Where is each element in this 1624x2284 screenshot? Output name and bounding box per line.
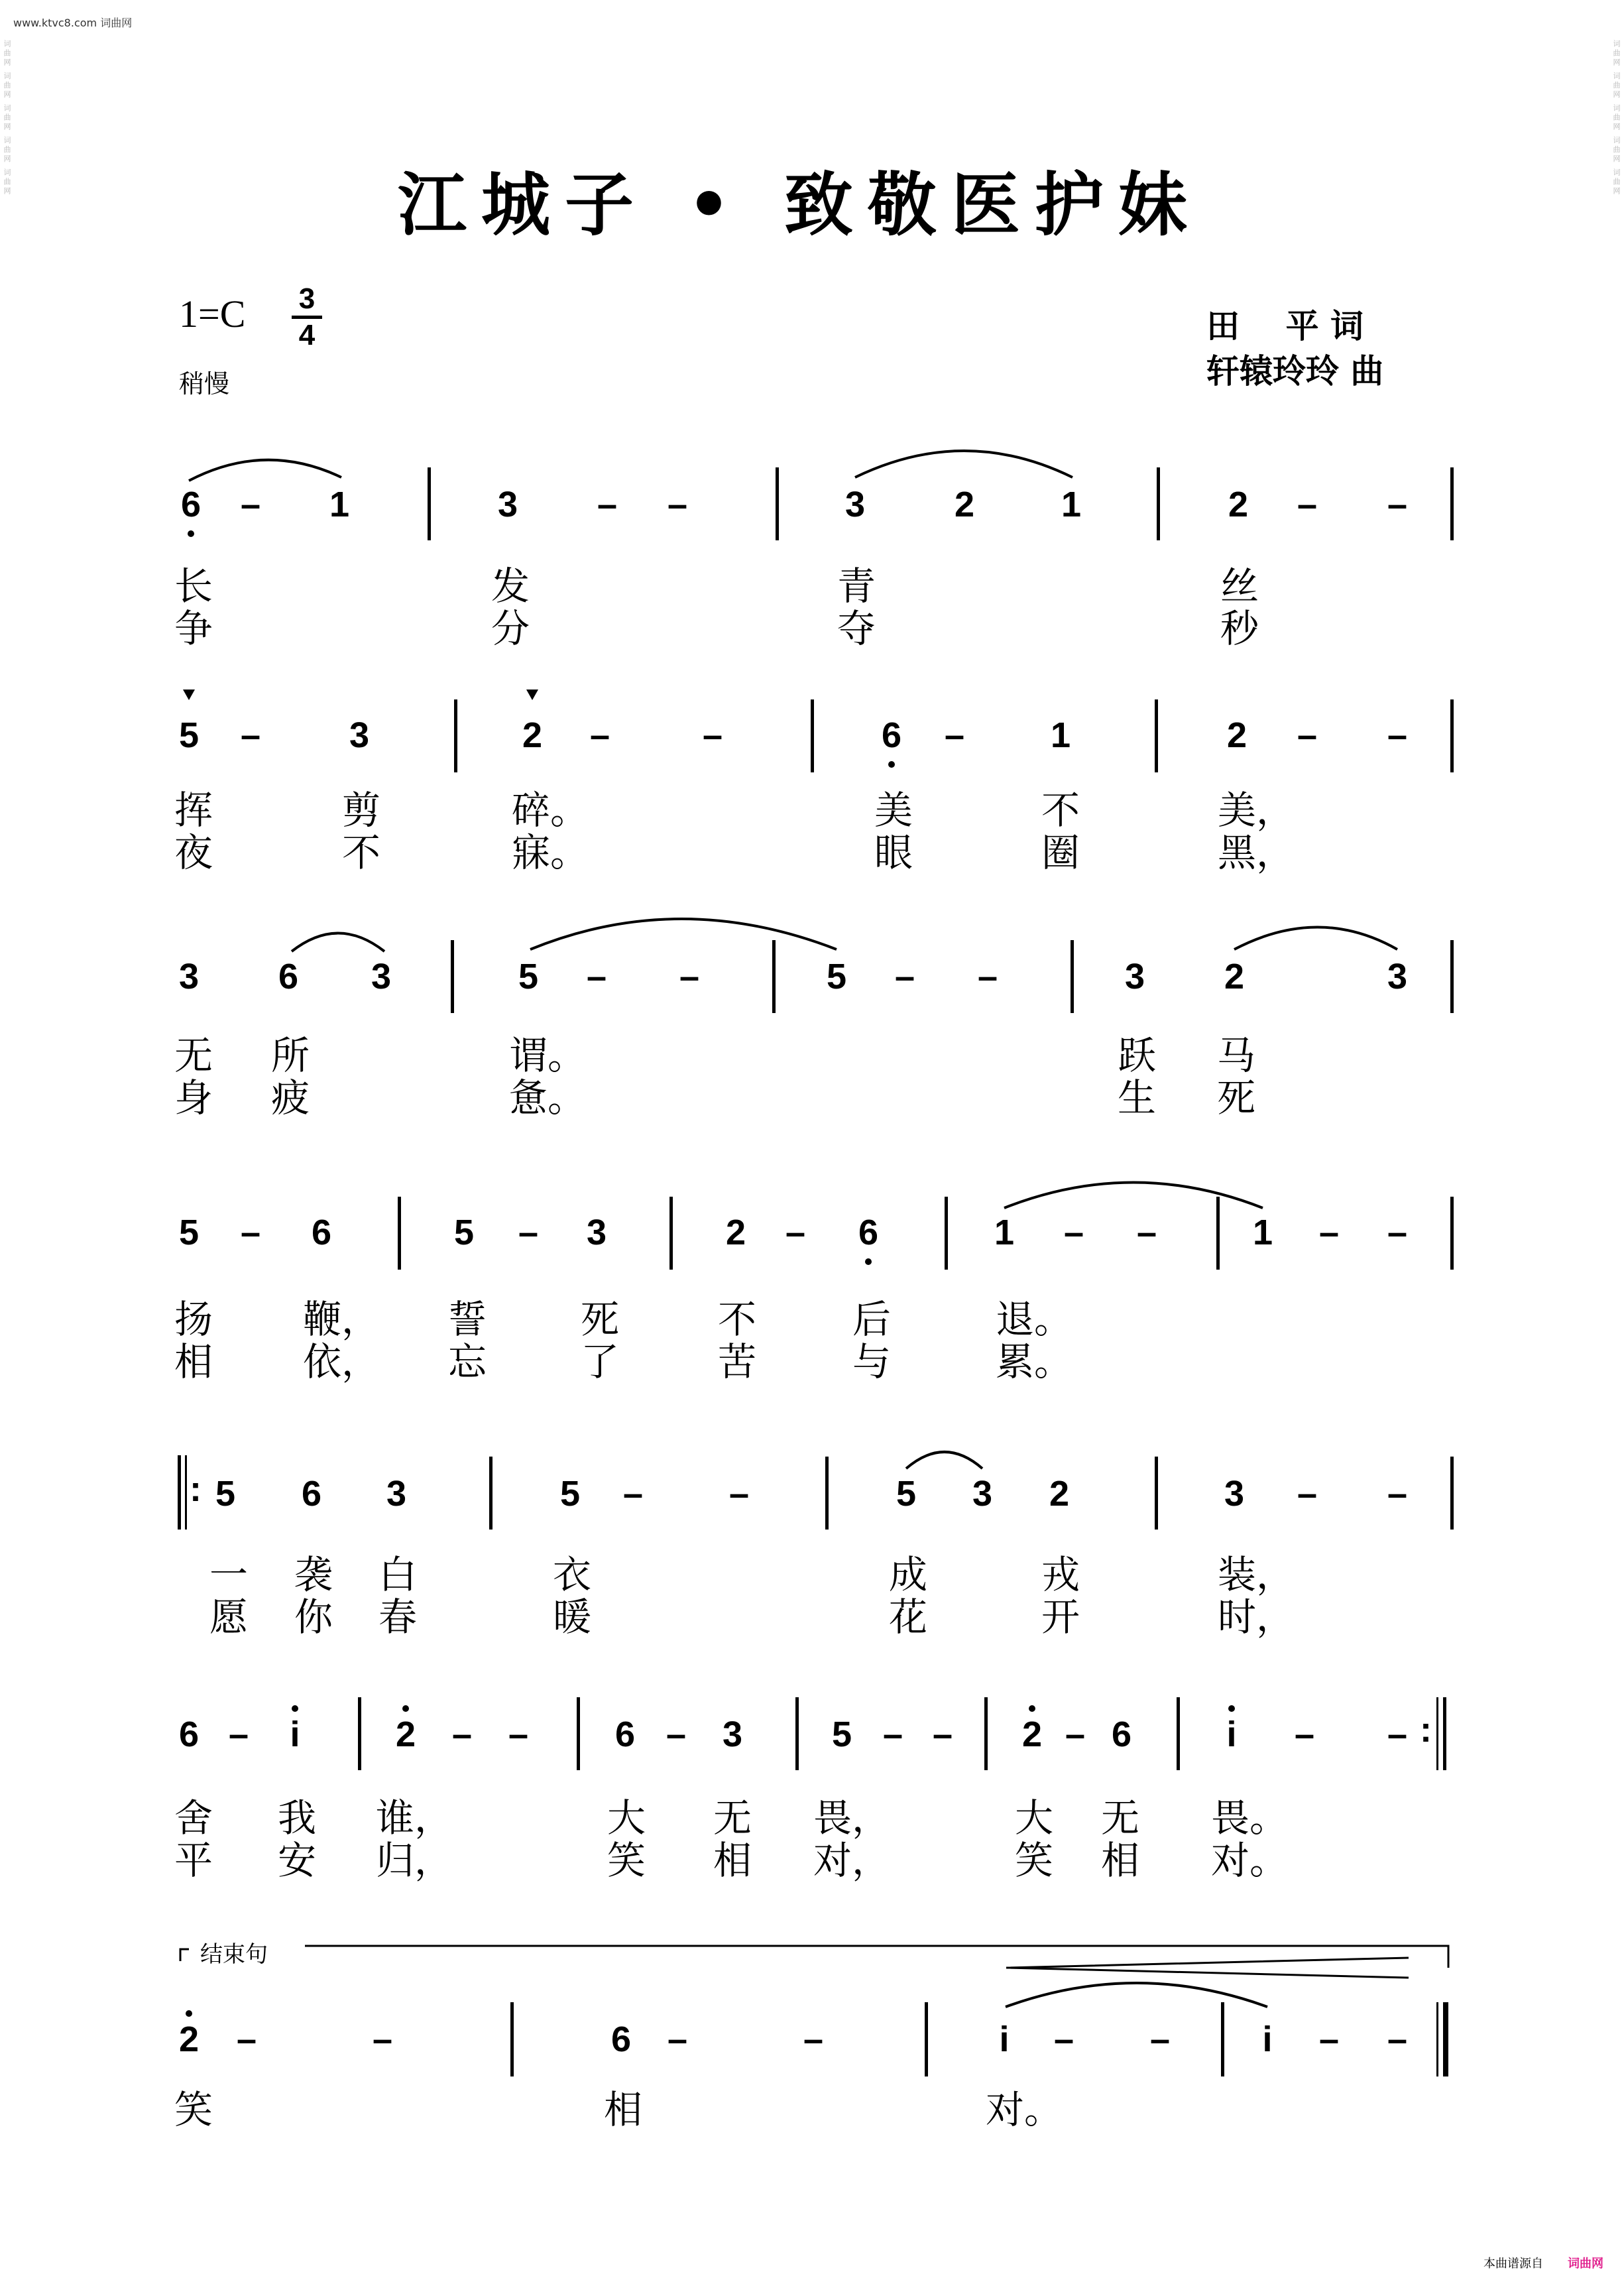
lyric: 寐。 xyxy=(511,830,589,875)
note: 6 xyxy=(301,1474,322,1514)
lyric: 平 xyxy=(174,1838,213,1883)
lyric: 衣 xyxy=(552,1552,592,1597)
lyric: 对。 xyxy=(1210,1838,1289,1883)
lyric: 碎。 xyxy=(511,788,589,833)
tempo-marking: 稍慢 xyxy=(179,369,230,398)
lyric: 疲 xyxy=(270,1075,310,1120)
lyric: 发 xyxy=(491,564,530,609)
note: 3 xyxy=(178,957,200,996)
note: – xyxy=(1387,1714,1408,1754)
lyric: 分 xyxy=(491,606,530,651)
note: 6 xyxy=(858,1213,879,1252)
note: – xyxy=(622,1474,644,1514)
note: 3 xyxy=(349,715,370,755)
lyric: 夺 xyxy=(837,606,876,651)
note: 3 xyxy=(386,1474,407,1514)
note: – xyxy=(1136,1213,1157,1252)
lyric: 马 xyxy=(1216,1033,1256,1078)
note: 5 xyxy=(178,1213,200,1252)
lyric: 黑， xyxy=(1217,830,1295,875)
note: 6 xyxy=(180,485,202,524)
slur xyxy=(1234,928,1397,950)
lyric: 美 xyxy=(874,788,913,833)
lyric: 鞭， xyxy=(302,1297,380,1342)
note: – xyxy=(1387,1213,1408,1252)
note: – xyxy=(944,715,965,755)
lyric: 开 xyxy=(1041,1594,1080,1640)
key-signature: 1=C xyxy=(179,292,246,335)
note: i xyxy=(290,1714,300,1754)
note: 3 xyxy=(722,1714,743,1754)
lyric: 与 xyxy=(852,1339,892,1384)
lyric: 所 xyxy=(270,1033,310,1078)
repeat-dots: : xyxy=(190,1469,202,1509)
note: 2 xyxy=(725,1213,746,1252)
lyric: 时， xyxy=(1217,1594,1295,1640)
ending-bracket xyxy=(180,1946,1448,1968)
note: 3 xyxy=(586,1213,607,1252)
lyric: 圈 xyxy=(1041,830,1080,875)
note: 5 xyxy=(215,1474,236,1514)
lyric: 扬 xyxy=(174,1297,213,1342)
lyric: 我 xyxy=(277,1795,317,1840)
tie xyxy=(1006,1983,1267,2007)
lyric: 依， xyxy=(302,1339,380,1384)
lyric: 不 xyxy=(717,1297,757,1342)
lyric: 不 xyxy=(1041,788,1080,833)
lyric: 秒 xyxy=(1220,606,1259,651)
lyric: 对。 xyxy=(985,2087,1063,2132)
note: – xyxy=(1318,2019,1340,2059)
note: 3 xyxy=(972,1474,993,1514)
lyric: 袭 xyxy=(294,1552,333,1597)
note: 2 xyxy=(954,485,975,524)
note: 5 xyxy=(453,1213,475,1252)
song-title: 江城子 • 致敬医护妹 xyxy=(398,164,1202,245)
lyric: 丝 xyxy=(1220,564,1259,609)
note: – xyxy=(451,1714,473,1754)
note: 2 xyxy=(1226,715,1247,755)
lyric: 惫。 xyxy=(508,1075,587,1120)
note: – xyxy=(1053,2019,1074,2059)
lyric: 谁， xyxy=(375,1795,453,1840)
note: 1 xyxy=(329,485,350,524)
note: – xyxy=(586,957,607,996)
note: – xyxy=(1065,1714,1086,1754)
note: 3 xyxy=(844,485,866,524)
note: – xyxy=(679,957,700,996)
note: 2 xyxy=(1228,485,1249,524)
lyric: 大 xyxy=(1014,1795,1054,1840)
note: – xyxy=(1149,2019,1171,2059)
footer-source: 本曲谱源自 xyxy=(1483,2257,1543,2271)
lyric: 畏。 xyxy=(1210,1795,1289,1840)
lyric: 相 xyxy=(1100,1838,1140,1883)
note: – xyxy=(667,485,688,524)
note: 2 xyxy=(1049,1474,1070,1514)
lyric: 笑 xyxy=(174,2087,213,2132)
lyric: 美， xyxy=(1217,788,1295,833)
note: 6 xyxy=(614,1714,636,1754)
note: – xyxy=(240,715,261,755)
lyric: 无 xyxy=(713,1795,752,1840)
lyric: 春 xyxy=(378,1594,418,1640)
note: 1 xyxy=(994,1213,1015,1252)
note: – xyxy=(597,485,618,524)
note: 2 xyxy=(178,2019,200,2059)
note: 1 xyxy=(1061,485,1082,524)
note: i xyxy=(1226,1714,1237,1754)
lyric: 安 xyxy=(277,1838,317,1883)
lyric: 身 xyxy=(174,1075,213,1120)
note: – xyxy=(1387,1474,1408,1514)
lyric: 装， xyxy=(1217,1552,1295,1597)
lyric: 眼 xyxy=(874,830,913,875)
note: 5 xyxy=(518,957,539,996)
time-signature-bottom: 4 xyxy=(298,319,316,351)
lyric: 剪 xyxy=(341,788,381,833)
lyric: 归， xyxy=(375,1838,453,1883)
note: 5 xyxy=(896,1474,917,1514)
repeat-end-dots: : xyxy=(1420,1710,1432,1750)
note: – xyxy=(518,1213,539,1252)
note: 3 xyxy=(1387,957,1408,996)
site-header: www.ktvc8.com 词曲网 xyxy=(13,17,133,29)
note: – xyxy=(1387,485,1408,524)
lyric: 戎 xyxy=(1041,1552,1080,1597)
tie xyxy=(1004,1183,1263,1209)
note: – xyxy=(228,1714,249,1754)
note: – xyxy=(589,715,610,755)
lyric: 暖 xyxy=(552,1594,592,1640)
note: 2 xyxy=(1224,957,1245,996)
lyric: 相 xyxy=(713,1838,752,1883)
note: 6 xyxy=(311,1213,332,1252)
note: – xyxy=(702,715,723,755)
note: 6 xyxy=(610,2019,632,2059)
note: – xyxy=(977,957,998,996)
note: 5 xyxy=(826,957,847,996)
lyric: 笑 xyxy=(607,1838,646,1883)
note: – xyxy=(236,2019,257,2059)
note: 6 xyxy=(278,957,299,996)
note: – xyxy=(1297,485,1318,524)
note: i xyxy=(999,2019,1010,2059)
lyric: 成 xyxy=(888,1552,928,1597)
note: – xyxy=(1297,715,1318,755)
lyric: 你 xyxy=(294,1594,333,1640)
lyric: 大 xyxy=(607,1795,646,1840)
note: 3 xyxy=(497,485,518,524)
note: 3 xyxy=(371,957,392,996)
lyric: 笑 xyxy=(1014,1838,1054,1883)
note: – xyxy=(508,1714,529,1754)
note: – xyxy=(666,1714,687,1754)
note: – xyxy=(240,485,261,524)
note: 3 xyxy=(1124,957,1145,996)
lyric: 青 xyxy=(837,564,876,609)
lyric: 后 xyxy=(852,1297,892,1342)
note: – xyxy=(728,1474,750,1514)
lyricist-credit: 田 平 词 xyxy=(1206,306,1364,345)
lyric: 无 xyxy=(1100,1795,1140,1840)
note: – xyxy=(1387,715,1408,755)
lyric: 无 xyxy=(174,1033,213,1078)
lyric: 长 xyxy=(174,564,213,609)
note: 6 xyxy=(881,715,902,755)
lyric: 了 xyxy=(580,1339,620,1384)
note: 1 xyxy=(1050,715,1071,755)
footer-brand: 词曲网 xyxy=(1568,2257,1603,2271)
lyric: 不 xyxy=(341,830,381,875)
lyric: 死 xyxy=(1216,1075,1256,1120)
lyric: 挥 xyxy=(174,788,213,833)
note: – xyxy=(240,1213,261,1252)
lyric: 相 xyxy=(174,1339,213,1384)
note: 6 xyxy=(1111,1714,1132,1754)
watermark-left: 词曲网 词曲网 词曲网 词曲网 词曲网 xyxy=(3,40,11,196)
lyric: 跃 xyxy=(1117,1033,1157,1078)
lyric: 舍 xyxy=(174,1795,213,1840)
ending-label: 结束句 xyxy=(200,1941,268,1968)
note: – xyxy=(894,957,915,996)
lyric: 誓 xyxy=(447,1297,487,1342)
note: – xyxy=(1297,1474,1318,1514)
watermark-right: 词曲网 词曲网 词曲网 词曲网 词曲网 xyxy=(1612,40,1621,196)
lyric: 一 xyxy=(209,1552,249,1597)
lyric: 畏， xyxy=(813,1795,891,1840)
lyric: 谓。 xyxy=(508,1033,587,1078)
decrescendo-hairpin xyxy=(1006,1958,1409,1978)
lyric: 夜 xyxy=(174,830,213,875)
note: – xyxy=(1063,1213,1084,1252)
note: – xyxy=(667,2019,688,2059)
lyric: 忘 xyxy=(447,1339,487,1384)
lyric: 白 xyxy=(378,1552,418,1597)
lyric: 愿 xyxy=(209,1594,249,1640)
note: 2 xyxy=(395,1714,416,1754)
note: – xyxy=(932,1714,953,1754)
lyric: 生 xyxy=(1117,1075,1157,1120)
note: i xyxy=(1262,2019,1273,2059)
note: – xyxy=(1387,2019,1408,2059)
lyric: 相 xyxy=(603,2087,643,2132)
lyric: 苦 xyxy=(717,1339,757,1384)
slur xyxy=(292,933,384,952)
note: – xyxy=(1318,1213,1340,1252)
lyric: 争 xyxy=(174,606,213,651)
time-signature-top: 3 xyxy=(298,282,316,315)
note: 5 xyxy=(178,715,200,755)
lyric: 花 xyxy=(888,1594,928,1640)
note: – xyxy=(372,2019,393,2059)
note: 5 xyxy=(831,1714,852,1754)
note: 2 xyxy=(1021,1714,1043,1754)
note: 3 xyxy=(1224,1474,1245,1514)
slur xyxy=(189,460,341,481)
note: – xyxy=(803,2019,824,2059)
note: – xyxy=(1294,1714,1315,1754)
note: 2 xyxy=(522,715,543,755)
lyric: 累。 xyxy=(995,1339,1073,1384)
lyric: 退。 xyxy=(995,1297,1073,1342)
note: 1 xyxy=(1252,1213,1273,1252)
lyric: 对， xyxy=(813,1838,891,1883)
lyric: 死 xyxy=(580,1297,620,1342)
composer-credit: 轩辕玲玲 曲 xyxy=(1206,351,1384,391)
note: 6 xyxy=(178,1714,200,1754)
note: – xyxy=(882,1714,903,1754)
slur xyxy=(855,451,1073,477)
slur xyxy=(906,1452,982,1469)
slur xyxy=(530,919,837,949)
note: – xyxy=(785,1213,806,1252)
note: 5 xyxy=(559,1474,581,1514)
